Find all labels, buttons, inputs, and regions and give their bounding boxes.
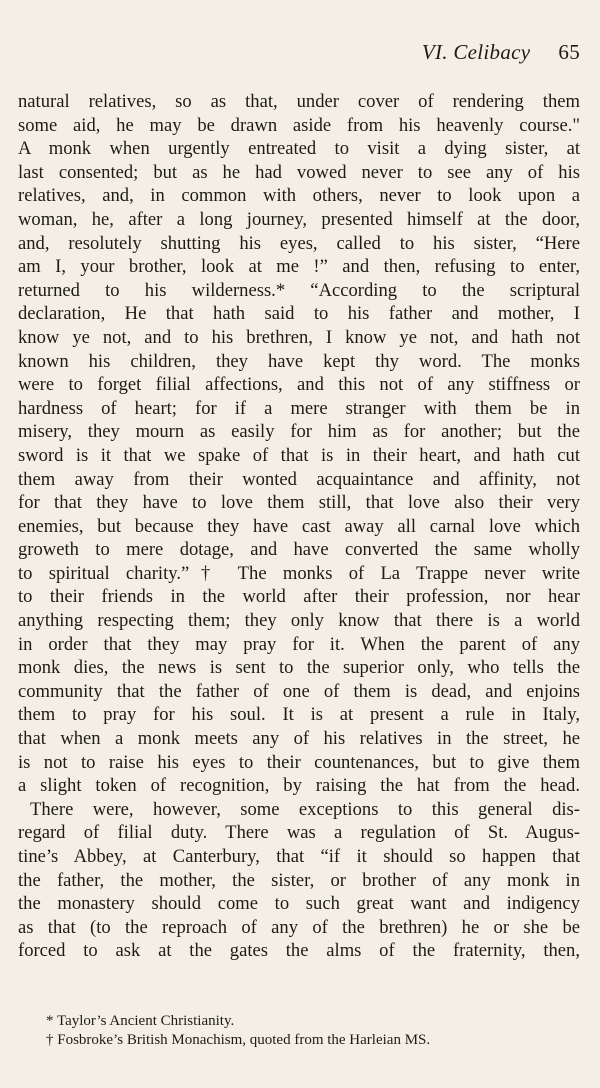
text-line: forced to ask at the gates the alms of the fraternity, then,: [18, 940, 580, 962]
text-line: hardness of heart; for if a mere stranger with them be in: [18, 397, 580, 419]
footnote-asterisk: * Taylor’s Ancient Christianity.: [46, 1013, 235, 1029]
text-line: anything respecting them; they only know that there is a world: [18, 610, 580, 632]
text-line: as that (to the reproach of any of the brethren) he or she be: [18, 916, 580, 938]
text-line-paragraph-start: There were, however, some exceptions to this general dis-: [30, 798, 580, 820]
text-line: A monk when urgently entreated to visit a dying sister, at: [18, 138, 580, 160]
text-line: that when a monk meets any of his relatives in the street, he: [18, 728, 580, 750]
text-line: them to pray for his soul. It is at present a rule in Italy,: [18, 704, 580, 726]
text-line: enemies, but because they have cast away all carnal love which: [18, 515, 580, 537]
running-header: [422, 40, 580, 65]
text-line: misery, they mourn as easily for him as for another; but the: [18, 421, 580, 443]
text-line: community that the father of one of them is dead, and enjoins: [18, 680, 580, 702]
text-line: to their friends in the world after their profession, nor hear: [18, 586, 580, 608]
text-line: to spiritual charity.”† The monks of La Trappe never write: [18, 562, 580, 584]
running-title: VI. Celibacy: [421, 40, 531, 64]
text-line: a slight token of recognition, by raising the hat from the head.: [18, 775, 580, 797]
text-line: the monastery should come to such great want and indigency: [18, 893, 580, 915]
text-line: am I, your brother, look at me !” and then, refusing to enter,: [18, 256, 580, 278]
footnotes: [46, 1012, 576, 1050]
text-line: natural relatives, so as that, under cover of rendering them: [18, 91, 580, 112]
text-line: them away from their wonted acquaintance and affinity, not: [18, 468, 580, 490]
text-line: know ye not, and to his brethren, I know ye not, and hath not: [18, 326, 580, 348]
text-line: regard of filial duty. There was a regulation of St. Augus-: [18, 822, 580, 844]
text-line: and, resolutely shutting his eyes, called to his sister, “Here: [18, 232, 580, 254]
text-line: woman, he, after a long journey, presented himself at the door,: [18, 208, 580, 230]
text-line: in order that they may pray for it. When the parent of any: [18, 633, 580, 655]
footnote-dagger: † Fosbroke’s British Monachism, quoted from the Harleian MS.: [46, 1032, 431, 1048]
text-line: were to forget filial affections, and this not of any stiffness or: [18, 374, 580, 396]
text-line: the father, the mother, the sister, or brother of any monk in: [18, 869, 580, 891]
text-line: monk dies, the news is sent to the superior only, who tells the: [18, 657, 580, 679]
page-number: 65: [558, 40, 580, 64]
text-line: declaration, He that hath said to his father and mother, I: [18, 303, 580, 325]
body-text: [18, 90, 580, 963]
text-line: is not to raise his eyes to their countenances, but to give them: [18, 751, 580, 773]
text-line: known his children, they have kept thy word. The monks: [18, 350, 580, 372]
text-line: groweth to mere dotage, and have converted the same wholly: [18, 539, 580, 561]
text-line: sword is it that we spake of that is in their heart, and hath cut: [18, 444, 580, 466]
text-line: some aid, he may be drawn aside from his heavenly course.": [18, 114, 580, 136]
text-line: last consented; but as he had vowed never to see any of his: [18, 161, 580, 183]
text-line: returned to his wilderness.* “According to the scriptural: [18, 279, 580, 301]
text-line: relatives, and, in common with others, never to look upon a: [18, 185, 580, 207]
text-line: tine’s Abbey, at Canterbury, that “if it should so happen that: [18, 846, 580, 867]
text-line: for that they have to love them still, that love also their very: [18, 492, 580, 514]
